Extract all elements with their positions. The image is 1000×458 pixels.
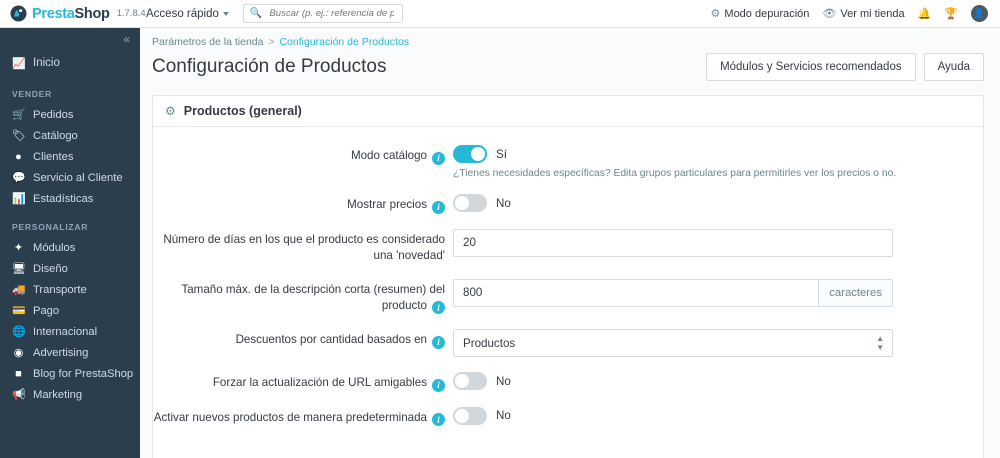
- form-control: [453, 279, 983, 307]
- debug-mode-indicator[interactable]: [711, 7, 810, 20]
- form-label: Descuentos por cantidad basados en i: [153, 329, 453, 349]
- credit-card-icon: 💳: [12, 305, 26, 317]
- sidebar-item-blog-for-prestashop[interactable]: [0, 363, 140, 384]
- notifications-button[interactable]: [918, 7, 932, 20]
- sidebar-item-inicio[interactable]: [0, 50, 140, 76]
- sidebar-item-pago[interactable]: [0, 300, 140, 321]
- panel-title: Productos (general): [183, 104, 302, 118]
- sidebar-item-label: Marketing: [33, 388, 83, 401]
- form-control: [453, 329, 983, 357]
- view-shop-label: Ver mi tienda: [840, 7, 905, 20]
- search-box[interactable]: [243, 4, 403, 23]
- form-row-show-prices: [153, 194, 983, 214]
- form-label: Modo catálogo i: [153, 145, 453, 165]
- bar-chart-icon: 📊: [12, 193, 26, 205]
- quantity-discounts-select[interactable]: [453, 329, 893, 357]
- top-bar-right: [711, 5, 1000, 22]
- search-input[interactable]: [267, 7, 396, 20]
- avatar: 👤: [971, 5, 988, 22]
- force-friendly-url-toggle[interactable]: [453, 372, 487, 390]
- prestashop-logo-icon: [10, 5, 27, 22]
- bug-icon: ⚙: [710, 8, 721, 20]
- sidebar-item-estadisticas[interactable]: [0, 188, 140, 209]
- form-control: [453, 229, 983, 257]
- breadcrumb: [140, 28, 1000, 48]
- bullhorn-icon: 📢: [12, 389, 26, 401]
- catalog-mode-toggle[interactable]: [453, 145, 487, 163]
- chevron-left-icon: «: [123, 32, 130, 46]
- bell-icon: 🔔: [917, 8, 932, 20]
- trophy-icon: 🏆: [944, 8, 958, 20]
- breadcrumb-parent: Parámetros de la tienda: [152, 36, 264, 48]
- eye-icon: 👁: [822, 8, 837, 20]
- short-desc-unit-label: caracteres: [818, 279, 893, 307]
- show-prices-value: No: [496, 196, 511, 210]
- sidebar-item-label: Inicio: [33, 57, 60, 69]
- sidebar-item-catalogo[interactable]: [0, 125, 140, 146]
- sidebar-item-diseno[interactable]: [0, 258, 140, 279]
- short-desc-size-input[interactable]: [453, 279, 818, 307]
- quick-access-menu[interactable]: [146, 8, 229, 20]
- info-icon[interactable]: i: [432, 201, 445, 214]
- quick-access-label: Acceso rápido: [146, 7, 219, 20]
- panel-header: [153, 96, 983, 127]
- breadcrumb-separator: >: [268, 36, 275, 48]
- show-prices-toggle-wrap: [453, 194, 983, 212]
- page-header-actions: [706, 53, 984, 81]
- chevron-updown-icon: ▲ ▼: [876, 334, 884, 352]
- enable-new-products-value: No: [496, 409, 511, 422]
- enable-new-products-toggle-wrap: [453, 407, 983, 425]
- sidebar-collapse-button[interactable]: [0, 28, 140, 50]
- tag-icon: 🏷: [12, 130, 26, 142]
- cart-icon: 🛒: [12, 109, 26, 121]
- sidebar-item-transporte[interactable]: [0, 279, 140, 300]
- page-header: [140, 48, 1000, 82]
- version-label: 1.7.8.4: [116, 8, 146, 19]
- force-friendly-url-value: No: [496, 374, 511, 388]
- sidebar-section-vender: VENDER: [12, 89, 53, 99]
- debug-mode-label: Modo depuración: [724, 7, 810, 20]
- sidebar-item-label: Módulos: [33, 241, 76, 254]
- info-icon[interactable]: i: [432, 152, 445, 165]
- show-prices-toggle[interactable]: [453, 194, 487, 212]
- form-row-force-friendly-url: [153, 372, 983, 392]
- sidebar-item-label: Blog for PrestaShop: [33, 367, 134, 380]
- enable-new-products-toggle[interactable]: [453, 407, 487, 425]
- sidebar-section-personalizar: PERSONALIZAR: [12, 222, 89, 232]
- form-control: [453, 194, 983, 212]
- info-icon[interactable]: i: [432, 413, 445, 426]
- info-icon[interactable]: i: [432, 301, 445, 314]
- form-row-catalog-mode: [153, 145, 983, 179]
- form-label: Mostrar precios i: [153, 194, 453, 214]
- info-icon[interactable]: i: [432, 379, 445, 392]
- truck-icon: 🚚: [12, 284, 26, 296]
- sidebar-item-label: Servicio al Cliente: [33, 171, 123, 184]
- sidebar-item-modulos[interactable]: [0, 237, 140, 258]
- trophy-button[interactable]: [944, 7, 958, 20]
- globe-icon: 🌐: [12, 326, 26, 338]
- blog-icon: ■: [15, 367, 22, 380]
- page-title: Configuración de Productos: [152, 56, 387, 77]
- sidebar-item-servicio-al-cliente[interactable]: [0, 167, 140, 188]
- user-icon: ●: [15, 150, 22, 163]
- help-button[interactable]: Ayuda: [924, 53, 984, 81]
- sidebar-item-label: Pago: [33, 304, 60, 317]
- brand-text: PrestaShop: [32, 5, 110, 22]
- form-row-quantity-discounts: [153, 329, 983, 357]
- sidebar-item-label: Advertising: [33, 346, 89, 359]
- sidebar-item-label: Diseño: [33, 262, 68, 275]
- form-row-enable-new-products: [153, 407, 983, 427]
- sidebar-item-label: Transporte: [33, 283, 87, 296]
- account-button[interactable]: [971, 5, 988, 22]
- sidebar-item-clientes[interactable]: [0, 146, 140, 167]
- breadcrumb-current[interactable]: Configuración de Productos: [279, 36, 410, 48]
- products-general-panel: [152, 95, 984, 458]
- chart-line-icon: 📈: [12, 57, 26, 70]
- catalog-mode-value: Sí: [496, 147, 507, 161]
- sidebar-item-label: Internacional: [33, 325, 98, 338]
- sidebar-item-label: Pedidos: [33, 108, 74, 121]
- sidebar-item-advertising[interactable]: [0, 342, 140, 363]
- short-desc-input-group: [453, 279, 893, 307]
- sidebar-item-pedidos[interactable]: [0, 104, 140, 125]
- chevron-down-icon: [223, 12, 229, 16]
- form-row-new-days: [153, 229, 983, 264]
- prestashop-logo[interactable]: [0, 5, 146, 22]
- catalog-mode-toggle-wrap: [453, 145, 983, 163]
- search-icon: 🔍: [249, 8, 263, 19]
- settings-form: [153, 127, 983, 426]
- force-friendly-url-toggle-wrap: [453, 372, 983, 390]
- form-label: Activar nuevos productos de manera predeterminada i: [153, 407, 453, 427]
- info-icon[interactable]: i: [432, 336, 445, 349]
- megaphone-icon: ◉: [13, 347, 24, 359]
- form-row-short-desc-size: [153, 279, 983, 315]
- sidebar-item-label: Estadísticas: [33, 192, 94, 205]
- top-bar: [0, 0, 1000, 28]
- puzzle-icon: ✦: [13, 242, 24, 254]
- form-control: [453, 372, 983, 390]
- recommended-modules-button[interactable]: Módulos y Servicios recomendados: [706, 53, 916, 81]
- view-shop-link[interactable]: [822, 7, 904, 20]
- sidebar-item-marketing[interactable]: [0, 384, 140, 405]
- main-content: [140, 28, 1000, 458]
- sidebar-item-label: Catálogo: [33, 129, 78, 142]
- form-label: Número de días en los que el producto es considerado una 'novedad': [163, 232, 445, 262]
- form-label: Tamaño máx. de la descripción corta (resumen) del producto i: [181, 282, 445, 313]
- form-label: Forzar la actualización de URL amigables i: [153, 372, 453, 392]
- monitor-icon: 🖥: [12, 263, 26, 275]
- gear-icon: ⚙: [165, 104, 176, 118]
- new-days-input[interactable]: [453, 229, 893, 257]
- chat-icon: 💬: [12, 172, 26, 184]
- sidebar-item-label: Clientes: [33, 150, 74, 163]
- catalog-mode-help: ¿Tienes necesidades específicas? Edita grupos particulares para permitirles ver los precios o no.: [453, 168, 897, 179]
- form-control: [453, 145, 983, 179]
- sidebar-item-internacional[interactable]: [0, 321, 140, 342]
- form-control: [453, 407, 983, 425]
- sidebar: [0, 28, 140, 458]
- quantity-discounts-select-wrap: [453, 329, 893, 357]
